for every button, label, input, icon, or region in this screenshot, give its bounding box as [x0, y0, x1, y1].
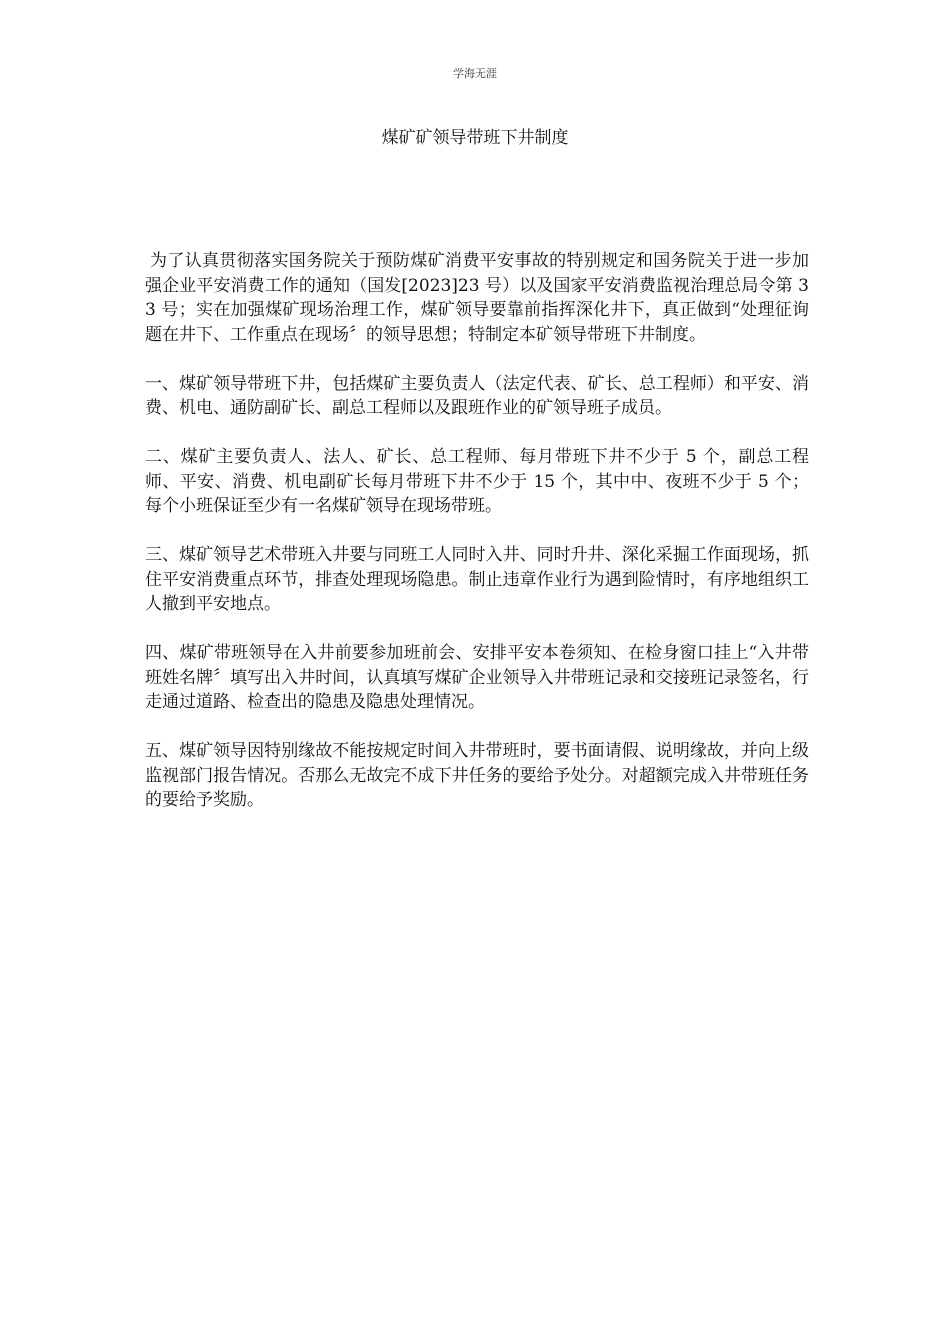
page-header: 学海无涯: [453, 67, 497, 80]
document-title: 煤矿矿领导带班下井制度: [381, 128, 569, 148]
paragraph-clause-4: 四、煤矿带班领导在入井前要参加班前会、安排平安本卷须知、在检身窗口挂上“入井带班姓名牌〞填写出入井时间，认真填写煤矿企业领导入井带班记录和交接班记录签名，行走通过道路、检查出的隐患及隐患处理情况。: [145, 643, 809, 712]
paragraph-clause-5: 五、煤矿领导因特别缘故不能按规定时间入井带班时，要书面请假、说明缘故，并向上级监视部门报告情况。否那么无故完不成下井任务的要给予处分。对超额完成入井带班任务的要给予奖励。: [145, 741, 809, 810]
paragraph-clause-2: 二、煤矿主要负责人、法人、矿长、总工程师、每月带班下井不少于 5 个，副总工程师、平安、消费、机电副矿长每月带班下井不少于 15 个，其中中、夜班不少于 5 个；每个小班保证至少有一名煤矿领导在现场带班。: [145, 447, 809, 516]
paragraph-clause-3: 三、煤矿领导艺术带班入井要与同班工人同时入井、同时升井、深化采掘工作面现场，抓住平安消费重点环节，排查处理现场隐患。制止违章作业行为遇到险情时，有序地组织工人撤到平安地点。: [145, 545, 809, 614]
document-body: [145, 249, 809, 837]
paragraph-intro: 为了认真贯彻落实国务院关于预防煤矿消费平安事故的特别规定和国务院关于进一步加强企业平安消费工作的通知（国发[2023]23 号）以及国家平安消费监视治理总局令第 33 号；实在加强煤矿现场治理工作，煤矿领导要靠前指挥深化井下，真正做到“处理征询题在井下、工作重点在现场〞的领导思想；特制定本矿领导带班下井制度。: [145, 251, 809, 345]
paragraph-clause-1: 一、煤矿领导带班下井，包括煤矿主要负责人（法定代表、矿长、总工程师）和平安、消费、机电、通防副矿长、副总工程师以及跟班作业的矿领导班子成员。: [145, 373, 809, 418]
